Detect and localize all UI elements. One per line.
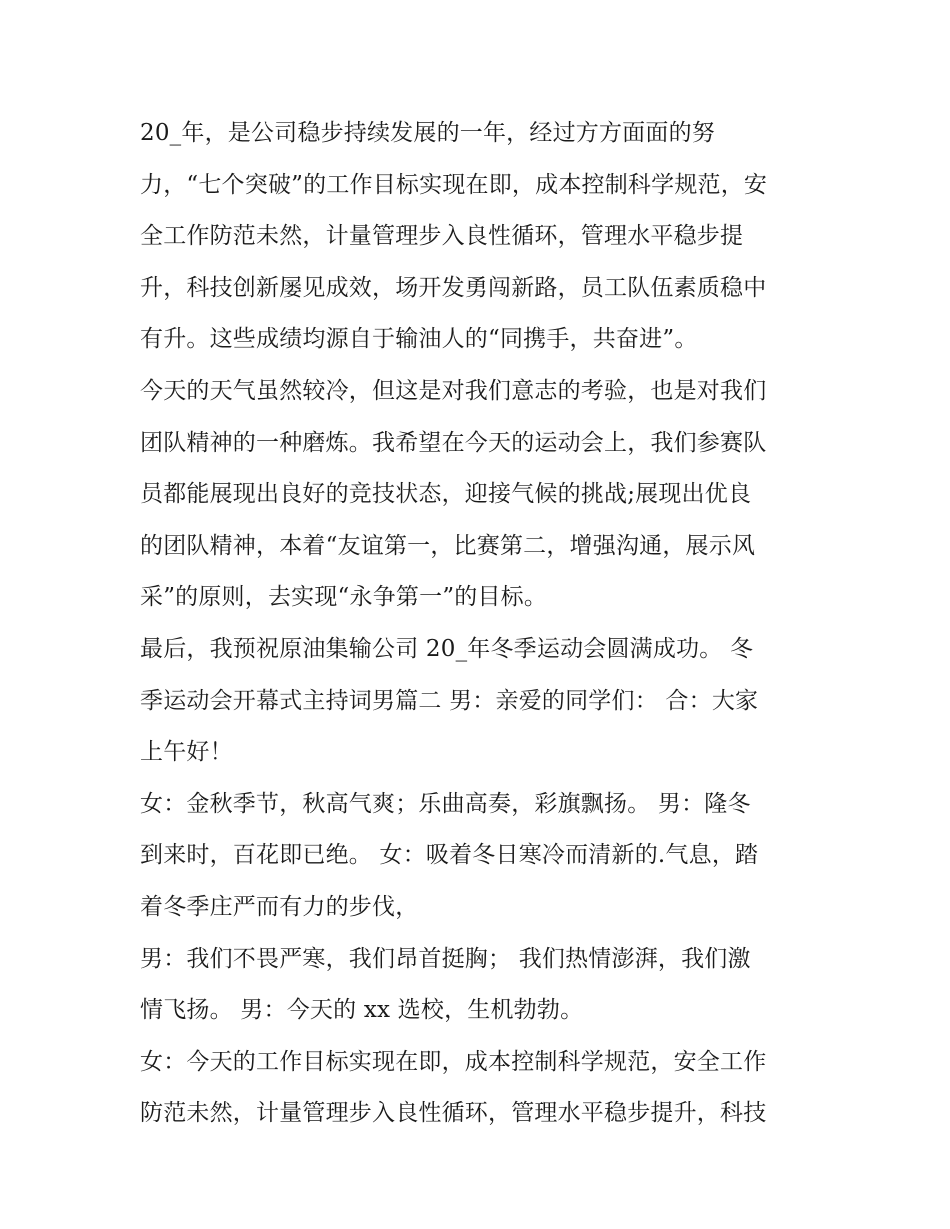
text-line: 采”的原则，去实现“永争第一”的目标。	[140, 584, 548, 611]
text-line: 上午好！	[140, 739, 233, 766]
text-line: 全工作防范未然，计量管理步入良性循环，管理水平稳步提	[140, 223, 744, 250]
text-line: 力，“七个突破”的工作目标实现在即，成本控制科学规范，安	[140, 171, 768, 198]
text-line: 的团队精神，本着“友谊第一，比赛第二，增强沟通，展示风	[140, 532, 756, 559]
text-line: 有升。这些成绩均源自于输油人的“同携手，共奋进”。	[140, 326, 698, 353]
text-line: 女：今天的工作目标实现在即，成本控制科学规范，安全工作	[140, 1048, 767, 1075]
text-line: 员都能展现出良好的竞技状态，迎接气候的挑战;展现出优良	[140, 481, 752, 508]
text-line: 情飞扬。 男：今天的 xx 选校，生机勃勃。	[140, 997, 584, 1024]
text-line: 最后，我预祝原油集输公司 20_年冬季运动会圆满成功。 冬	[140, 635, 754, 662]
text-line: 季运动会开幕式主持词男篇二 男：亲爱的同学们： 合：大家	[140, 687, 759, 714]
text-line: 团队精神的一种磨炼。我希望在今天的运动会上，我们参赛队	[140, 429, 767, 456]
text-line: 今天的天气虽然较冷，但这是对我们意志的考验，也是对我们	[140, 377, 767, 404]
body-text	[140, 108, 820, 1140]
text-line: 女：金秋季节，秋高气爽；乐曲高奏，彩旗飘扬。 男：隆冬	[140, 790, 751, 817]
text-line: 男：我们不畏严寒，我们昂首挺胸； 我们热情澎湃，我们激	[140, 945, 751, 972]
text-line: 防范未然，计量管理步入良性循环，管理水平稳步提升，科技	[140, 1100, 767, 1127]
text-line: 着冬季庄严而有力的步伐，	[140, 893, 419, 920]
text-line: 升，科技创新屡见成效，场开发勇闯新路，员工队伍素质稳中	[140, 274, 767, 301]
text-line: 到来时，百花即已绝。 女：吸着冬日寒冷而清新的.气息，踏	[140, 842, 759, 869]
text-line: 20_年，是公司稳步持续发展的一年，经过方方面面的努	[140, 120, 715, 146]
